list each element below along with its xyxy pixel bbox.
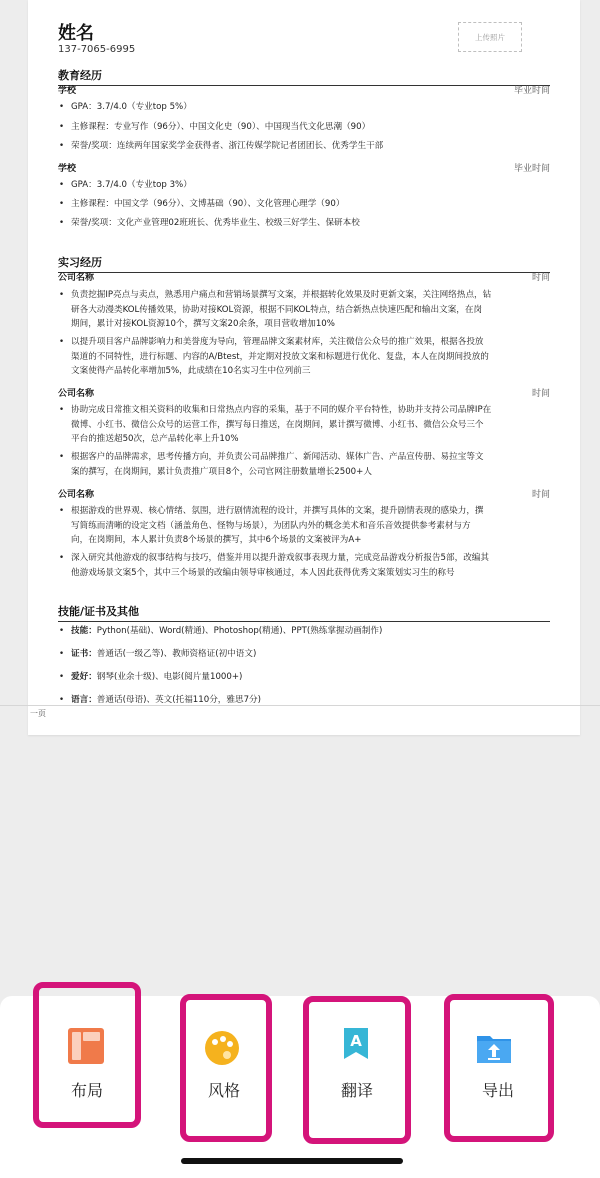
- list-item: • 负责挖掘IP亮点与卖点，熟悉用户痛点和营销场景撰写文案，并根据转化效果及时更新文案，关注网络热点，钻 研各大动漫类KOL传播效果，协助对接KOL资源，根据不同KOL特点，结合新热点快速匹配和输出文案，在岗 期间，累计对接KOL资源10个，撰写文案20余条，项目营收增加10%: [59, 290, 492, 329]
- list-item: • 主修课程：中国文学（96分）、文博基础（90）、文化管理心理学（90）: [59, 199, 345, 209]
- list-item: • 证书：普通话(一级乙等)、教师资格证(初中语文): [59, 649, 257, 659]
- internship-entry-3-header: [58, 487, 550, 499]
- page-break-line: [0, 705, 600, 706]
- list-item: • 主修课程：专业写作（96分）、中国文化史（90）、中国现当代文化思潮（90）: [59, 122, 371, 132]
- internship-time: 时间: [531, 389, 550, 399]
- list-item: • 以提升项目客户品牌影响力和美誉度为导向，管理品牌文案素材库，关注微信公众号的推广效果，根据各投放 渠道的不同特性，进行标题、内容的A/Btest，并定期对投放文案和标题进行优化、复盘，本人在岗期间投放的 文案使得产品转化率增加5%，此成绩在10名实习生中位列前三: [59, 337, 489, 376]
- graduation-time: 毕业时间: [513, 164, 550, 174]
- layout-button[interactable]: [33, 996, 141, 1146]
- internship-time: 时间: [531, 490, 550, 500]
- list-item: • 语言：普通话(母语)、英文(托福110分，雅思7分): [59, 695, 261, 705]
- translate-label: 翻译: [340, 1081, 373, 1100]
- photo-upload-label: 上传照片: [475, 32, 505, 42]
- layout-label: 布局: [70, 1081, 103, 1100]
- translate-icon: [338, 1026, 374, 1062]
- resume-page[interactable]: [28, 0, 580, 735]
- list-item: • 协助完成日常推文相关资料的收集和日常热点内容的采集，基于不同的媒介平台特性，协助并支持公司品牌IP在 微博、小红书、微信公众号的运营工作，撰写每日推送，在岗期间，累计撰写微博、小红书、微信公众号三个 平台的推送超50次，总产品转化率上升10%: [59, 405, 492, 444]
- school-name: 学校: [58, 86, 77, 96]
- translate-button[interactable]: [303, 996, 411, 1146]
- list-item: • 荣誉/奖项：连续两年国家奖学金获得者、浙江传媒学院记者团团长、优秀学生干部: [59, 141, 384, 151]
- company-name: 公司名称: [58, 490, 95, 500]
- list-item: • 荣誉/奖项：文化产业管理02班班长、优秀毕业生、校级三好学生、保研本校: [59, 218, 360, 228]
- internship-section-title: 实习经历: [58, 254, 550, 273]
- style-button[interactable]: [180, 996, 272, 1146]
- list-item: • 深入研究其他游戏的叙事结构与技巧，借鉴并用以提升游戏叙事表现力量，完成竞品游戏分析报告5部，改编其 他游戏场景文案5个，其中三个场景的改编由领导审核通过，本人因此获得优秀文案策划实习生的称号: [59, 553, 489, 578]
- internship-entry-2-header: [58, 386, 550, 398]
- page-break-label: 一页: [30, 709, 46, 718]
- palette-icon: [204, 1030, 240, 1066]
- svg-text:A: A: [350, 1032, 362, 1050]
- export-button[interactable]: [444, 996, 554, 1146]
- education-section-title: 教育经历: [58, 67, 550, 86]
- internship-time: 时间: [531, 273, 550, 283]
- education-entry-2-header: [58, 161, 550, 173]
- education-entry-1-header: [58, 83, 550, 95]
- layout-icon: [68, 1028, 104, 1064]
- company-name: 公司名称: [58, 273, 95, 283]
- bottom-toolbar: [0, 996, 600, 1178]
- style-label: 风格: [207, 1081, 240, 1100]
- home-indicator: [181, 1158, 403, 1164]
- photo-upload-box[interactable]: [458, 22, 522, 52]
- list-item: • 根据客户的品牌需求，思考传播方向，并负责公司品牌推广、新闻活动、媒体广告、产品宣传册、易拉宝等文 案的撰写，在岗期间，累计负责推广项目8个，公司官网注册数量增长2500+人: [59, 452, 484, 477]
- internship-entry-1-header: [58, 270, 550, 282]
- list-item: • 根据游戏的世界观、核心情绪、氛围，进行剧情流程的设计，并撰写具体的文案，提升剧情表现的感染力，撰 写简练而清晰的设定文档（涵盖角色、怪物与场景），为团队内外的概念美术和音乐音效提供参考素材与方 向，在岗期间，本人累计负责8个场景的撰写，其中6个场景的文案被评为A+: [59, 506, 484, 545]
- graduation-time: 毕业时间: [513, 86, 550, 96]
- resume-name: 姓名: [58, 23, 94, 44]
- school-name: 学校: [58, 164, 77, 174]
- list-item: • GPA：3.7/4.0（专业top 5%）: [59, 102, 192, 112]
- export-icon: [476, 1030, 512, 1066]
- export-label: 导出: [481, 1081, 514, 1100]
- resume-phone: 137-7065-6995: [58, 44, 136, 55]
- company-name: 公司名称: [58, 389, 95, 399]
- list-item: • GPA：3.7/4.0（专业top 3%）: [59, 180, 192, 190]
- list-item: • 技能：Python(基础)、Word(精通)、Photoshop(精通)、PPT(熟练掌握动画制作): [59, 626, 383, 636]
- list-item: • 爱好：钢琴(业余十级)、电影(阅片量1000+): [59, 672, 243, 682]
- skills-section-title: 技能/证书及其他: [58, 603, 550, 622]
